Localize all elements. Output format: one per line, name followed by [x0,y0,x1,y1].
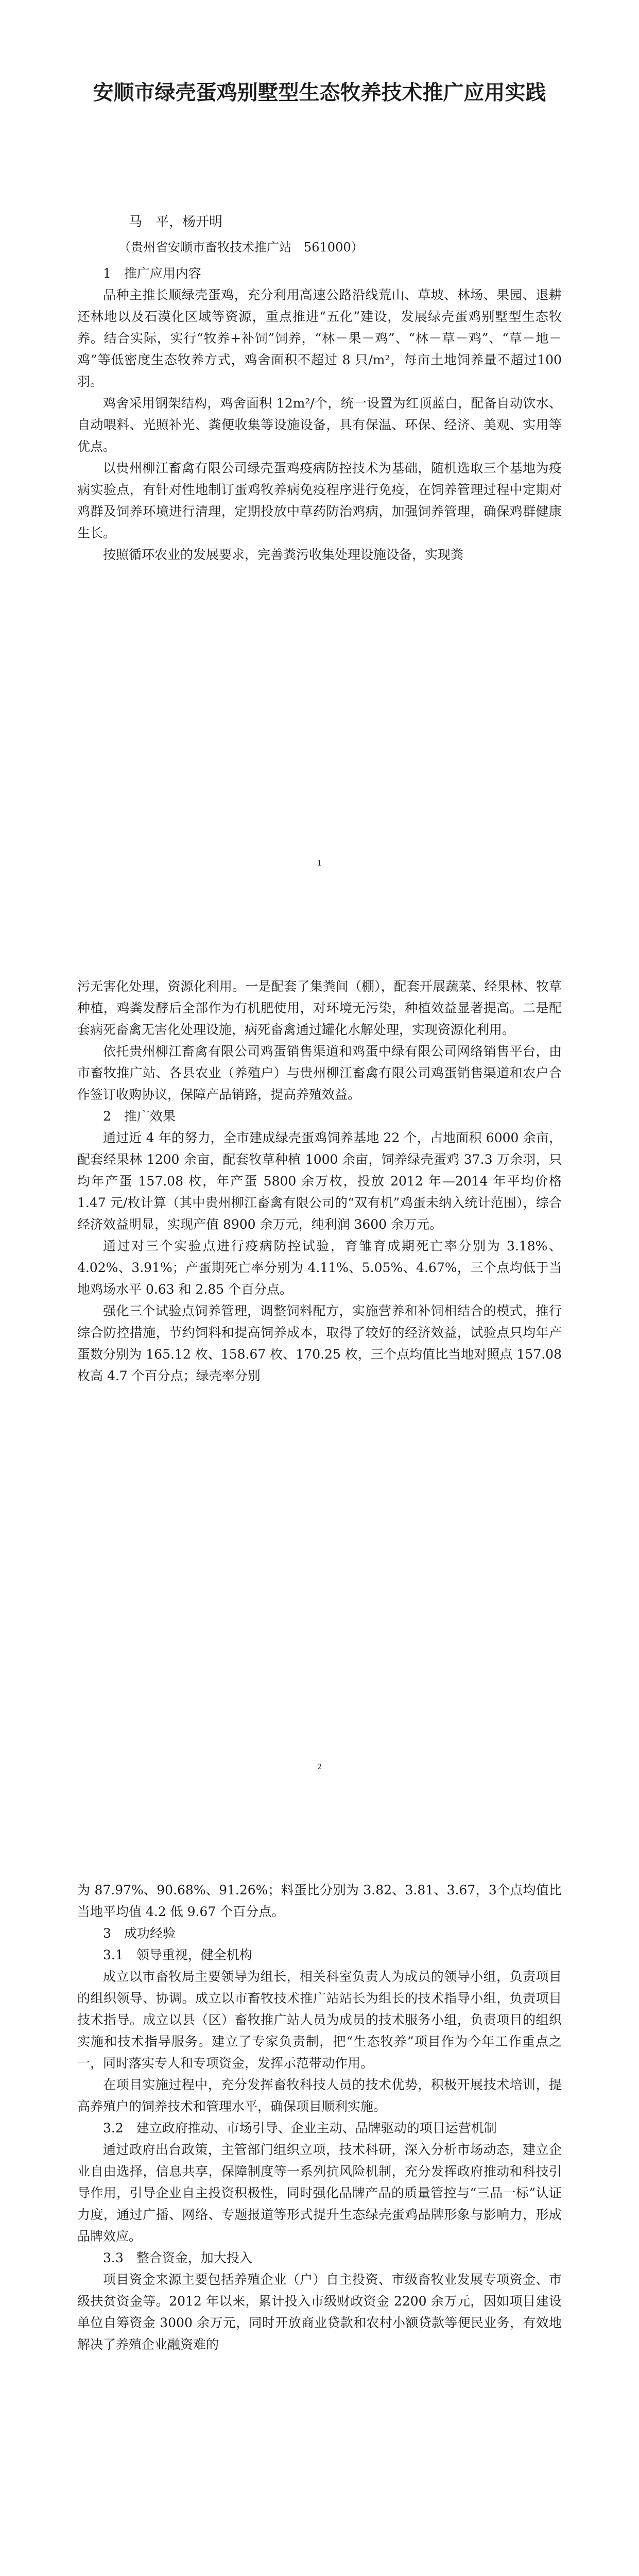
paragraph: 通过政府出台政策，主管部门组织立项，技术科研，深入分析市场动态，建立企业自由选择，信息共享，保障制度等一系列抗风险机制，充分发挥政府推动和科技引导作用，引导企业自主投资积极性，同时强化品牌产品的质量管控与“三品一标”认证力度，通过广播、网络、专题报道等形式提升生态绿壳蛋鸡品牌形象与影响力，形成品牌效应。 [77,2142,562,2244]
paragraph: 按照循环农业的发展要求，完善粪污收集处理设施设备，实现粪 [103,547,464,562]
page-3-body [77,1879,562,2355]
page-2 [0,904,639,1807]
paragraph: 污无害化处理，资源化利用。一是配套了集粪间（棚），配套开展蔬菜、经果林、牧草种植，鸡粪发酵后全部作为有机肥使用，对环境无污染，种植效益显著提高。二是配套病死畜禽无害化处理设施，病死畜禽通过罐化水解处理，实现资源化利用。 [77,979,562,1037]
authors: 马 平，杨开明 [129,214,223,230]
affiliation: （贵州省安顺市畜牧技术推广站 561000） [118,240,364,255]
paragraph: 鸡舍采用钢架结构，鸡舍面积 12m²/个，统一设置为红顶蓝白，配备自动饮水、自动喂料、光照补光、粪便收集等设施设备，具有保温、环保、经济、美观、实用等优点。 [77,396,562,454]
paragraph: 项目资金来源主要包括养殖企业（户）自主投资、市级畜牧业发展专项资金、市级扶贫资金等。2012 年以来，累计投入市级财政资金 2200 余万元，因如项目建设单位自筹资金 3000 余万元，同时开放商业贷款和农村小额贷款等便民业务，有效地解决了养殖企业融资难的 [77,2272,562,2352]
paragraph: 品种主推长顺绿壳蛋鸡，充分利用高速公路沿线荒山、草坡、林场、果园、退耕还林地以及石漠化区域等资源，重点推进“五化”建设，发展绿壳蛋鸡别墅型生态牧养。结合实际，实行“牧养+补饲”饲养，“林－果－鸡”、“林－草－鸡”、“草－地－鸡”等低密度生态牧养方式，鸡舍面积不超过 8 只/m²，每亩土地饲养量不超过100 羽。 [77,287,562,389]
paragraph: 为 87.97%、90.68%、91.26%；料蛋比分别为 3.82、3.81、3.67，3个点均值比当地平均值 4.2 低 9.67 个百分点。 [77,1883,562,1919]
paragraph: 成立以市畜牧局主要领导为组长，相关科室负责人为成员的领导小组，负责项目的组织领导、协调。成立以市畜牧技术推广站站长为组长的技术指导小组，负责项目技术指导。成立以县（区）畜牧推广站人员为成员的技术服务小组，负责项目的组织实施和技术指导服务。建立了专家负责制，把“生态牧养”项目作为今年工作重点之一，同时落实专人和专项资金，发挥示范带动作用。 [77,1969,562,2071]
subsection-heading: 3.3 整合资金，加大投入 [103,2250,252,2265]
section-heading: 3 成功经验 [103,1926,176,1941]
page-1-body [77,263,562,566]
paragraph: 强化三个试验点饲养管理，调整饲料配方，实施营养和补饲相结合的模式，推行综合防控措施，节约饲料和提高饲养成本，取得了较好的经济效益，试验点只均年产蛋数分别为 165.12 枚、158.67 枚、170.25 枚，三个点均值比当地对照点 157.08 枚高 4.7 个百分点；绿壳率分别 [77,1303,562,1383]
section-heading: 2 推广效果 [103,1109,176,1124]
paragraph: 依托贵州柳江畜禽有限公司鸡蛋销售渠道和鸡蛋中绿有限公司网络销售平台，由市畜牧推广站、各县农业（养殖户）与贵州柳江畜禽有限公司鸡蛋销售渠道和农户合作签订收购协议，保障产品销路，提高养殖效益。 [77,1044,562,1102]
subsection-heading: 3.1 领导重视，健全机构 [103,1947,252,1962]
page-3 [0,1807,639,2576]
page-number: 2 [317,1763,322,1771]
page-2-body [77,976,562,1387]
article-title: 安顺市绿壳蛋鸡别墅型生态牧养技术推广应用实践 [93,80,546,105]
page-1 [0,0,639,904]
subsection-heading: 3.2 建立政府推动、市场引导、企业主动、品牌驱动的项目运营机制 [103,2121,497,2136]
paragraph: 通过近 4 年的努力，全市建成绿壳蛋鸡饲养基地 22 个，占地面积 6000 余亩，配套经果林 1200 余亩，配套牧草种植 1000 余亩，饲养绿壳蛋鸡 37.3 万余羽，只均年产蛋 157.08 枚，年产蛋 5800 余万枚，投放 2012 年—2014 年平均价格 1.47 元/枚计算（其中贵州柳江畜禽有限公司的“双有机”鸡蛋未纳入统计范围），综合经济效益明显，实现产值 8900 余万元，纯利润 3600 余万元。 [77,1130,562,1232]
paragraph: 在项目实施过程中，充分发挥畜牧科技人员的技术优势，积极开展技术培训，提高养殖户的饲养技术和管理水平，确保项目顺利实施。 [77,2077,562,2114]
page-number: 1 [317,859,322,868]
section-heading: 1 推广应用内容 [103,266,201,281]
paragraph: 以贵州柳江畜禽有限公司绿壳蛋鸡疫病防控技术为基础，随机选取三个基地为疫病实验点，有针对性地制订蛋鸡牧养病免疫程序进行免疫，在饲养管理过程中定期对鸡群及饲养环境进行清理，定期投放中草药防治鸡病，加强饲养管理，确保鸡群健康生长。 [77,461,562,540]
paragraph: 通过对三个实验点进行疫病防控试验，育雏育成期死亡率分别为 3.18%、4.02%、3.91%；产蛋期死亡率分别为 4.11%、5.05%、4.67%，三个点均低于当地鸡场水平 0.63 和 2.85 个百分点。 [77,1239,562,1297]
